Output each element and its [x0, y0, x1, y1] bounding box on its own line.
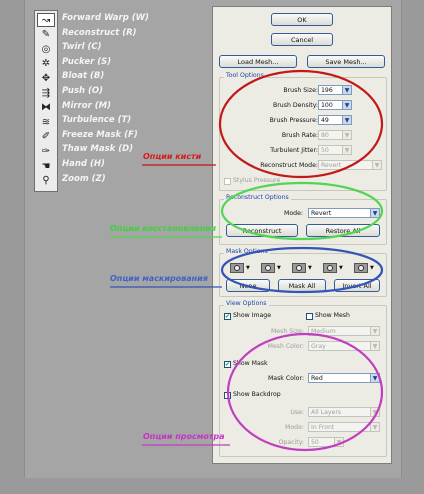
subtract-from-selection-mask-icon[interactable]: ▼ — [292, 262, 318, 273]
tool-label: Twirl (C) — [62, 42, 102, 53]
tool-label: Reconstruct (R) — [62, 27, 137, 38]
liquify-options-panel — [212, 6, 392, 464]
opacity-value: 50 — [311, 438, 319, 446]
thaw-mask-icon[interactable]: ✑ — [41, 145, 51, 157]
brush-density-field[interactable] — [318, 100, 352, 110]
tool-options-group — [219, 72, 387, 191]
backdrop-mode-select — [308, 422, 380, 432]
use-select — [308, 407, 380, 417]
invert-all-button[interactable]: Invert All — [334, 279, 380, 292]
tool-label: Thaw Mask (D) — [62, 144, 134, 155]
brush-options-annotation: Опции кисти — [143, 152, 202, 161]
brush-pressure-value: 49 — [321, 116, 329, 124]
tool-label: Push (O) — [62, 86, 104, 96]
tool-label: Hand (H) — [62, 159, 105, 169]
freeze-mask-icon[interactable]: ✐ — [41, 131, 51, 143]
tool-label: Mirror (M) — [62, 100, 111, 111]
brush-rate-label: Brush Rate: — [281, 132, 318, 139]
hand-icon[interactable]: ☚ — [41, 160, 51, 172]
brush-rate-field — [318, 130, 352, 140]
cancel-button[interactable]: Cancel — [271, 33, 333, 46]
use-dropdown-icon: ▼ — [370, 408, 379, 416]
show-backdrop-checkbox[interactable] — [224, 392, 231, 399]
tool-label: Bloat (B) — [62, 71, 105, 82]
stylus-pressure-checkbox — [224, 178, 231, 185]
mask-color-value: Red — [311, 374, 323, 382]
brush-rate-value: 80 — [321, 131, 329, 139]
reconstruct-options-title: Reconstruct Options — [226, 194, 289, 201]
show-mesh-label: Show Mesh — [315, 312, 350, 319]
zoom-icon[interactable]: ⚲ — [42, 175, 50, 187]
mask-options-annotation: Опции маскирования — [110, 274, 208, 283]
tool-options-title: Tool Options — [226, 72, 264, 79]
mask-all-button[interactable]: Mask All — [278, 279, 326, 292]
backdrop-mode-label: Mode: — [285, 424, 304, 431]
reconstruct-options-group — [219, 194, 387, 245]
brush-size-dropdown-icon[interactable]: ▼ — [342, 86, 351, 94]
reconstruct-mode-dropdown-icon: ▼ — [372, 161, 381, 169]
reconstruct-button[interactable]: Reconstruct — [226, 224, 298, 237]
opacity-field — [308, 437, 344, 447]
brush-size-label: Brush Size: — [283, 87, 318, 94]
tool-label: Forward Warp (W) — [62, 13, 149, 23]
opacity-dropdown-icon: ▼ — [334, 438, 343, 446]
tool-label: Zoom (Z) — [62, 173, 106, 184]
reconstruct-mode-label: Reconstruct Mode: — [260, 162, 318, 169]
view-options-title: View Options — [226, 300, 267, 307]
tool-label: Freeze Mask (F) — [62, 129, 138, 140]
show-image-checkbox[interactable]: ✔ — [225, 313, 231, 320]
intersect-selection-mask-icon[interactable]: ▼ — [323, 262, 349, 273]
mesh-size-dropdown-icon: ▼ — [370, 327, 379, 335]
view-options-group — [219, 300, 387, 457]
reconstruct-options-mode-select[interactable] — [308, 208, 380, 218]
backdrop-mode-dropdown-icon: ▼ — [370, 423, 379, 431]
brush-size-value: 196 — [321, 86, 333, 94]
brush-density-dropdown-icon[interactable]: ▼ — [342, 101, 351, 109]
mode-dropdown-icon[interactable]: ▼ — [370, 209, 379, 217]
brush-pressure-dropdown-icon[interactable]: ▼ — [342, 116, 351, 124]
ok-button[interactable]: OK — [271, 13, 333, 26]
turbulent-jitter-dropdown-icon: ▼ — [342, 146, 351, 154]
mesh-size-label: Mesh Size: — [270, 328, 304, 335]
brush-density-label: Brush Density: — [273, 102, 318, 109]
reconstruct-icon[interactable]: ✎ — [41, 29, 51, 41]
add-to-selection-mask-icon[interactable]: ▼ — [261, 262, 287, 273]
tool-label: Pucker (S) — [62, 56, 112, 67]
show-image-label: Show Image — [233, 312, 272, 319]
pucker-icon[interactable]: ✲ — [41, 58, 51, 70]
opacity-label: Opacity: — [278, 439, 304, 446]
show-mesh-checkbox[interactable] — [306, 313, 313, 320]
brush-density-value: 100 — [321, 101, 333, 109]
turbulent-jitter-field — [318, 145, 352, 155]
brush-pressure-field[interactable] — [318, 115, 352, 125]
push-icon[interactable]: ⇶ — [41, 87, 51, 99]
mask-color-label: Mask Color: — [267, 375, 304, 382]
show-mask-label: Show Mask — [233, 360, 268, 367]
liquify-toolbar — [34, 10, 58, 192]
bloat-icon[interactable]: ✥ — [41, 72, 51, 84]
stylus-pressure-label: Stylus Pressure — [233, 177, 281, 184]
turbulence-icon[interactable]: ≋ — [41, 116, 51, 128]
mesh-color-select — [308, 341, 380, 351]
backdrop-mode-value: In Front — [311, 423, 335, 431]
show-backdrop-label: Show Backdrop — [233, 391, 281, 398]
view-options-annotation: Опции просмотра — [143, 432, 225, 441]
reconstruct-mode-value: Revert — [321, 161, 342, 169]
mask-options-title: Mask Options — [226, 248, 268, 255]
load-mesh-button[interactable]: Load Mesh... — [219, 55, 297, 68]
mesh-color-dropdown-icon: ▼ — [370, 342, 379, 350]
turbulent-jitter-value: 50 — [321, 146, 329, 154]
brush-rate-dropdown-icon: ▼ — [342, 131, 351, 139]
twirl-icon[interactable]: ◎ — [41, 43, 51, 55]
reconstruct-mode-label: Mode: — [284, 210, 303, 217]
save-mesh-button[interactable]: Save Mesh... — [307, 55, 385, 68]
mask-options-group — [219, 248, 387, 297]
replace-selection-mask-icon[interactable]: ▼ — [230, 262, 256, 273]
mesh-size-value: Medium — [311, 327, 336, 335]
mesh-color-value: Gray — [311, 342, 326, 350]
use-value: All Layers — [311, 408, 342, 416]
invert-selection-mask-icon[interactable]: ▼ — [354, 262, 380, 273]
reconstruct-mode-select — [318, 160, 382, 170]
use-label: Use: — [290, 409, 304, 416]
none-button[interactable]: None — [226, 279, 270, 292]
turbulent-jitter-label: Turbulent Jitter: — [270, 147, 318, 154]
mesh-color-label: Mesh Color: — [267, 343, 304, 350]
tool-label: Turbulence (T) — [62, 115, 132, 126]
forward-warp-icon[interactable]: ↝ — [37, 13, 55, 27]
mask-color-select[interactable] — [308, 373, 380, 383]
mesh-size-select — [308, 326, 380, 336]
reconstruct-options-mode-value: Revert — [311, 209, 332, 217]
restore-options-annotation: Опции восстановления — [110, 224, 216, 233]
restore-all-button[interactable]: Restore All — [306, 224, 380, 237]
brush-size-field[interactable] — [318, 85, 352, 95]
show-mask-checkbox[interactable]: ✔ — [225, 361, 231, 368]
mirror-icon[interactable]: ⧓ — [41, 102, 51, 114]
mask-color-dropdown-icon[interactable]: ▼ — [370, 374, 379, 382]
brush-pressure-label: Brush Pressure: — [269, 117, 318, 124]
